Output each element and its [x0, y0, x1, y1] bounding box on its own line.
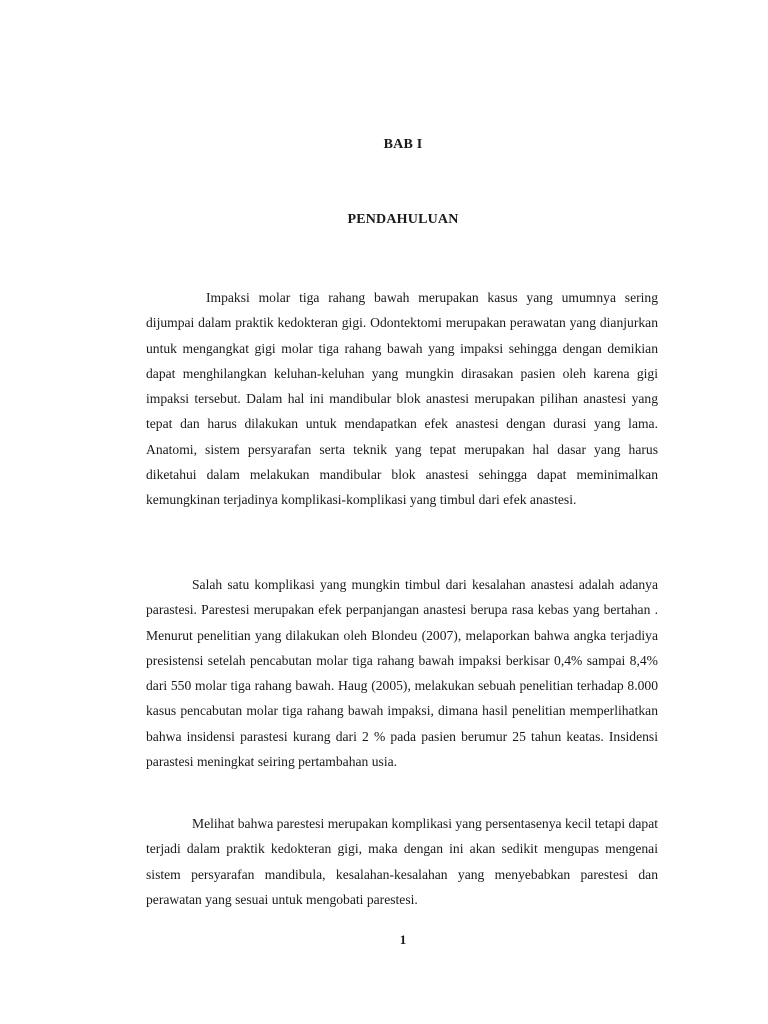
- paragraph-2: Salah satu komplikasi yang mungkin timbul dari kesalahan anastesi adalah adanya parastesi. Parestesi merupakan efek perpanjangan anastesi berupa rasa kebas yang bertahan . Menurut penelitian yang dilakukan oleh Blondeu (2007), melaporkan bahwa angka terjadiya presistensi setelah pencabutan molar tiga rahang bawah impaksi berkisar 0,4% sampai 8,4% dari 550 molar tiga rahang bawah. Haug (2005), melakukan sebuah penelitian terhadap 8.000 kasus pencabutan molar tiga rahang bawah impaksi, dimana hasil penelitian memperlihatkan bahwa insidensi parastesi kurang dari 2 % pada pasien berumur 25 tahun keatas. Insidensi parastesi meningkat seiring pertambahan usia.: [146, 577, 658, 770]
- paragraph-1: Impaksi molar tiga rahang bawah merupakan kasus yang umumnya sering dijumpai dalam praktik kedokteran gigi. Odontektomi merupakan perawatan yang dianjurkan untuk mengangkat gigi molar tiga rahang bawah yang impaksi sehingga dengan demikian dapat menghilangkan keluhan-keluhan yang mungkin dirasakan pasien oleh karena gigi impaksi tersebut. Dalam hal ini mandibular blok anastesi merupakan pilihan anastesi yang tepat dan harus dilakukan untuk mendapatkan efek anastesi dengan durasi yang lama. Anatomi, sistem persyarafan serta teknik yang tepat merupakan hal dasar yang harus diketahui dalam melakukan mandibular blok anastesi sehingga dapat meminimalkan kemungkinan terjadinya komplikasi-komplikasi yang timbul dari efek anastesi.: [146, 290, 658, 508]
- page-number: 1: [399, 932, 407, 947]
- chapter-title: PENDAHULUAN: [347, 212, 459, 227]
- paragraph-3: Melihat bahwa parestesi merupakan komplikasi yang persentasenya kecil tetapi dapat terjadi dalam praktik kedokteran gigi, maka dengan ini akan sedikit mengupas mengenai sistem persyarafan mandibula, kesalahan-kesalahan yang menyebabkan parestesi dan perawatan yang sesuai untuk mengobati parestesi.: [146, 816, 658, 907]
- chapter-heading: BAB I: [383, 137, 423, 152]
